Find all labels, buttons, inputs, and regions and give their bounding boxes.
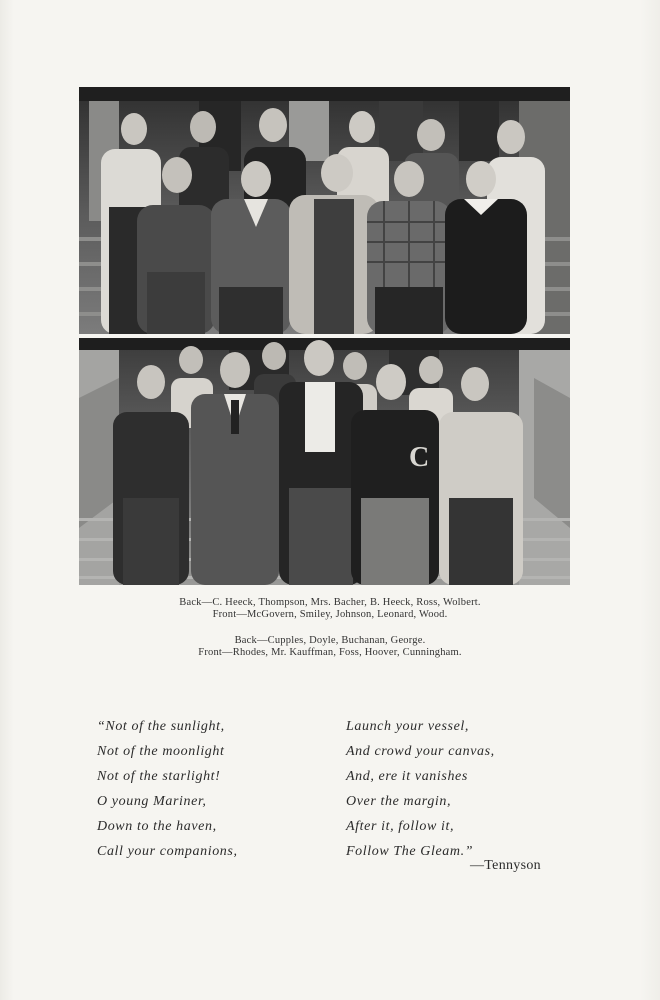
caption-boys	[40, 635, 620, 659]
caption-girls-back-row: Back—C. Heeck, Thompson, Mrs. Bacher, B. Heeck, Ross, Wolbert.	[179, 597, 481, 608]
poem-line: Not of the starlight!	[97, 769, 221, 784]
group-photo-bottom	[79, 338, 570, 585]
caption-girls	[40, 597, 620, 621]
poem-line: After it, follow it,	[346, 819, 455, 834]
poem-right-column	[346, 714, 566, 864]
group-photo-bottom-image	[79, 338, 570, 585]
caption-girls-front-row: Front—McGovern, Smiley, Johnson, Leonard, Wood.	[212, 609, 448, 620]
poem-line: Not of the moonlight	[97, 744, 225, 759]
poem-left-column	[97, 714, 317, 864]
svg-text:C: C	[409, 442, 430, 473]
poem-line: And, ere it vanishes	[346, 769, 468, 784]
caption-boys-back-row: Back—Cupples, Doyle, Buchanan, George.	[234, 635, 426, 646]
group-photo-top	[79, 87, 570, 334]
poem-line: Call your companions,	[97, 844, 238, 859]
poem-attribution: —Tennyson	[470, 858, 541, 873]
poem-line: “Not of the sunlight,	[97, 719, 225, 734]
poem-line: Follow The Gleam.”	[346, 844, 474, 859]
caption-boys-front-row: Front—Rhodes, Mr. Kauffman, Foss, Hoover, Cunningham.	[198, 647, 462, 658]
poem-line: O young Mariner,	[97, 794, 207, 809]
poem-line: Over the margin,	[346, 794, 452, 809]
poem-line: Launch your vessel,	[346, 719, 469, 734]
poem-line: And crowd your canvas,	[346, 744, 495, 759]
poem-line: Down to the haven,	[97, 819, 217, 834]
group-photo-top-image	[79, 87, 570, 334]
